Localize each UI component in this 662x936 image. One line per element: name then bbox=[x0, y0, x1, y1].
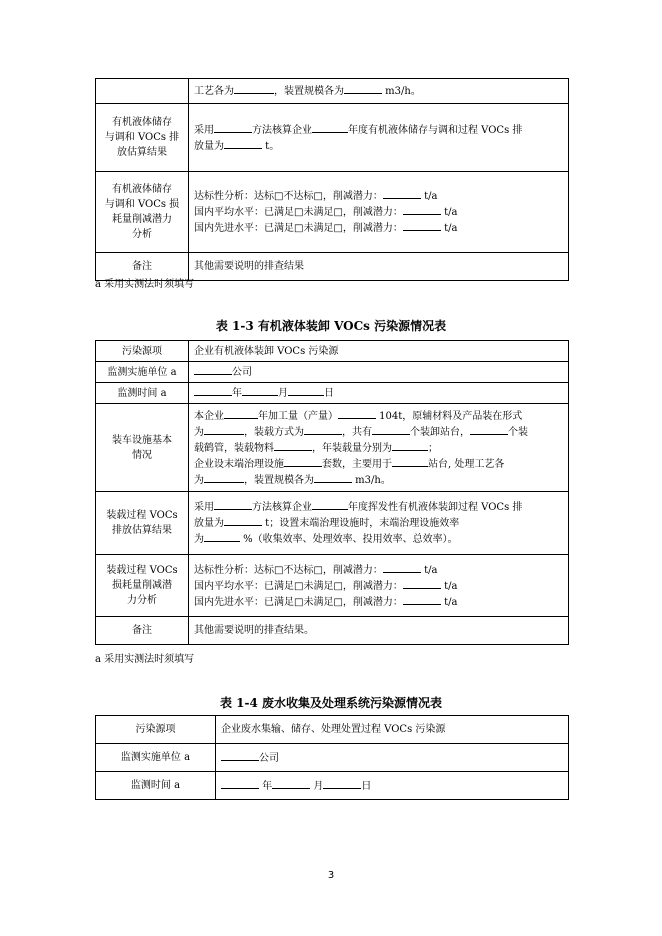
blank-field[interactable] bbox=[204, 531, 240, 542]
table-row bbox=[96, 341, 569, 362]
remarks-cell: 其他需要说明的排查结果 bbox=[189, 253, 569, 281]
blank-field[interactable] bbox=[403, 204, 441, 215]
row-label: 监测实施单位 a bbox=[96, 744, 216, 772]
blank-field[interactable] bbox=[392, 456, 428, 467]
row-label: 装车设施基本 情况 bbox=[96, 404, 189, 492]
blank-field[interactable] bbox=[204, 424, 244, 435]
table-row bbox=[96, 617, 569, 645]
table-row bbox=[96, 172, 569, 253]
table-row bbox=[96, 555, 569, 617]
pollution-source-value: 企业有机液体装卸 VOCs 污染源 bbox=[189, 341, 569, 362]
table-row bbox=[96, 253, 569, 281]
row-label: 污染源项 bbox=[96, 716, 216, 744]
pollution-source-value: 企业废水集输、储存、处理处置过程 VOCs 污染源 bbox=[216, 716, 569, 744]
row-label: 监测时间 a bbox=[96, 772, 216, 800]
footnote: a 采用实测法时须填写 bbox=[95, 279, 195, 290]
remarks-cell: 其他需要说明的排查结果。 bbox=[189, 617, 569, 645]
blank-field[interactable] bbox=[234, 83, 274, 94]
blank-field[interactable] bbox=[214, 499, 252, 510]
table-title: 表 1-3 有机液体装卸 VOCs 污染源情况表 bbox=[215, 319, 447, 333]
table-title: 表 1-4 废水收集及处理系统污染源情况表 bbox=[219, 696, 443, 710]
blank-field[interactable] bbox=[312, 122, 348, 133]
table-row bbox=[96, 716, 569, 744]
blank-field[interactable] bbox=[403, 594, 441, 605]
row-label: 装载过程 VOCs 排放估算结果 bbox=[96, 492, 189, 555]
blank-field[interactable] bbox=[288, 385, 324, 396]
row-label: 污染源项 bbox=[96, 341, 189, 362]
row-label: 装载过程 VOCs 损耗量削减潜 力分析 bbox=[96, 555, 189, 617]
row-label: 监测时间 a bbox=[96, 383, 189, 404]
blank-field[interactable] bbox=[274, 440, 312, 451]
blank-field[interactable] bbox=[204, 472, 244, 483]
table-row bbox=[96, 492, 569, 555]
blank-field[interactable] bbox=[323, 778, 361, 789]
blank-field[interactable] bbox=[314, 472, 352, 483]
blank-field[interactable] bbox=[470, 424, 508, 435]
blank-field[interactable] bbox=[221, 778, 259, 789]
blank-field[interactable] bbox=[383, 188, 421, 199]
table-row bbox=[96, 104, 569, 172]
row-label: 有机液体储存 与调和 VOCs 排 放估算结果 bbox=[96, 104, 189, 172]
blank-field[interactable] bbox=[372, 424, 410, 435]
table-row bbox=[96, 744, 569, 772]
blank-field[interactable] bbox=[194, 385, 232, 396]
table-row bbox=[96, 404, 569, 492]
table-1-4 bbox=[95, 715, 569, 800]
blank-field[interactable] bbox=[224, 138, 262, 149]
process-scale-cell: 工艺各为 ，装置规模各为 m3/h。 bbox=[189, 79, 569, 104]
loading-reduction-potential-cell: 达标性分析：达标□不达标□，削减潜力： t/a 国内平均水平：已满足□未满足□，削减潜力： t/a 国内先进水平：已满足□未满足□，削减潜力： t/a bbox=[189, 555, 569, 617]
blank-field[interactable] bbox=[403, 578, 441, 589]
blank-field[interactable] bbox=[194, 364, 232, 375]
table-1-3 bbox=[95, 340, 569, 645]
storage-emission-estimate-cell: 采用 方法核算企业 年度有机液体储存与调和过程 VOCs 排 放量为 t。 bbox=[189, 104, 569, 172]
monitoring-date-cell: 年 月 日 bbox=[216, 772, 569, 800]
loading-emission-estimate-cell: 采用 方法核算企业 年度挥发性有机液体装卸过程 VOCs 排 放量为 t；设置末端治理设施时，末端治理设施效率 为 %（收集效率、处理效率、投用效率、总效率）。 bbox=[189, 492, 569, 555]
blank-field[interactable] bbox=[284, 456, 322, 467]
blank-field[interactable] bbox=[344, 83, 382, 94]
blank-field[interactable] bbox=[403, 220, 441, 231]
row-label: 有机液体储存 与调和 VOCs 损 耗量削减潜力 分析 bbox=[96, 172, 189, 253]
blank-field[interactable] bbox=[392, 440, 428, 451]
monitoring-date-cell: 年 月 日 bbox=[189, 383, 569, 404]
blank-field[interactable] bbox=[338, 408, 376, 419]
blank-field[interactable] bbox=[224, 408, 258, 419]
footnote: a 采用实测法时须填写 bbox=[95, 654, 195, 665]
loading-facility-info-cell: 本企业 年加工量（产量） 104t，原辅材料及产品装在形式 为 ，装载方式为 ，共有 个装卸站台， 个装 载鹤管，装载物料 ，年装载量分别为 ； 企业设末端治理设施 套数，主要用于 站台, 处理工艺各 为 ，装置规模各为 m3/h。 bbox=[189, 404, 569, 492]
blank-field[interactable] bbox=[272, 778, 310, 789]
reduction-potential-cell: 达标性分析：达标□不达标□，削减潜力： t/a 国内平均水平：已满足□未满足□，削减潜力： t/a 国内先进水平：已满足□未满足□，削减潜力： t/a bbox=[189, 172, 569, 253]
row-label: 备注 bbox=[96, 617, 189, 645]
table-1-2-continued bbox=[95, 78, 569, 281]
table-row bbox=[96, 79, 569, 104]
table-row bbox=[96, 383, 569, 404]
blank-field[interactable] bbox=[312, 499, 348, 510]
table-row bbox=[96, 772, 569, 800]
page-number: 3 bbox=[327, 870, 335, 881]
blank-field[interactable] bbox=[224, 515, 262, 526]
blank-field[interactable] bbox=[304, 424, 342, 435]
row-label-empty bbox=[96, 79, 189, 104]
table-row bbox=[96, 362, 569, 383]
blank-field[interactable] bbox=[383, 562, 421, 573]
blank-field[interactable] bbox=[214, 122, 252, 133]
blank-field[interactable] bbox=[221, 750, 259, 761]
monitoring-unit-cell: 公司 bbox=[189, 362, 569, 383]
row-label: 备注 bbox=[96, 253, 189, 281]
blank-field[interactable] bbox=[242, 385, 278, 396]
monitoring-unit-cell: 公司 bbox=[216, 744, 569, 772]
row-label: 监测实施单位 a bbox=[96, 362, 189, 383]
